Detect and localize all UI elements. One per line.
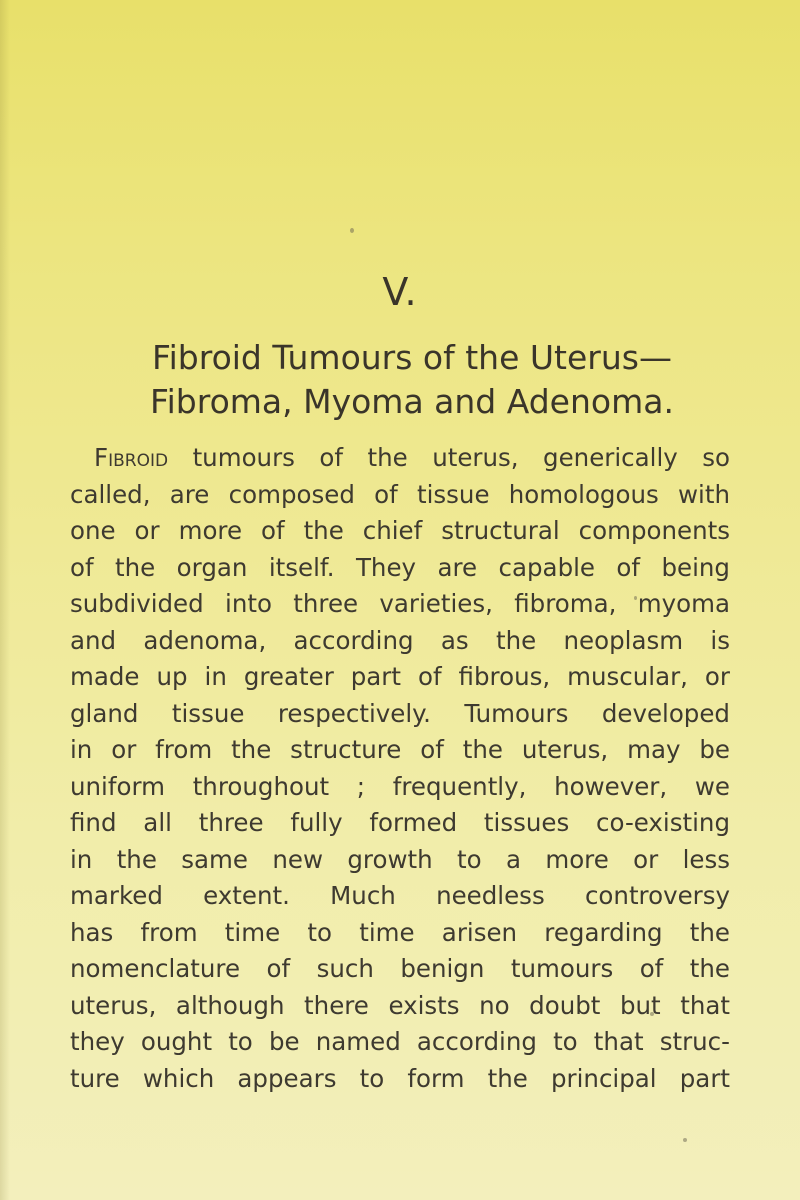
body-line: called, are composed of tissue homologous with [70, 479, 730, 509]
body-line: in or from the structure of the uterus, may be [70, 735, 730, 764]
body-line: of the organ itself. They are capable of being [70, 552, 730, 582]
body-line: has from time to time arisen regarding the [70, 917, 730, 947]
body-line: subdivided into three varieties, fibroma, myoma [70, 589, 730, 618]
body-line: and adenoma, according as the neoplasm is [70, 625, 730, 655]
paper-speck [350, 228, 354, 233]
body-line: find all three fully formed tissues co-existing [70, 808, 730, 837]
body-line: they ought to be named according to that struc- [70, 1027, 730, 1056]
body-line: gland tissue respectively. Tumours developed [70, 698, 730, 728]
chapter-title [72, 336, 752, 424]
chapter-title-line-2: Fibroma, Myoma and Adenoma. [150, 382, 674, 421]
first-word: Fibroid [94, 443, 169, 472]
body-line-1-rest: tumours of the uterus, generically so [168, 443, 730, 472]
body-line: nomenclature of such benign tumours of the [70, 954, 730, 983]
body-line: one or more of the chief structural components [70, 516, 730, 545]
body-line: ture which appears to form the principal part [70, 1063, 730, 1093]
chapter-title-line-1: Fibroid Tumours of the Uterus— [152, 338, 672, 377]
body-line: made up in greater part of fibrous, muscular, or [70, 662, 730, 691]
body-line: in the same new growth to a more or less [70, 844, 730, 874]
body-line: uterus, although there exists no doubt but that [70, 990, 730, 1020]
body-line-1 [70, 440, 730, 477]
paper-speck [683, 1138, 687, 1142]
body-paragraph [70, 440, 730, 1097]
chapter-number: V. [382, 270, 418, 314]
page-gutter-shadow [0, 0, 10, 1200]
body-line: marked extent. Much needless controversy [70, 881, 730, 910]
body-line: uniform throughout ; frequently, however, we [70, 771, 730, 801]
